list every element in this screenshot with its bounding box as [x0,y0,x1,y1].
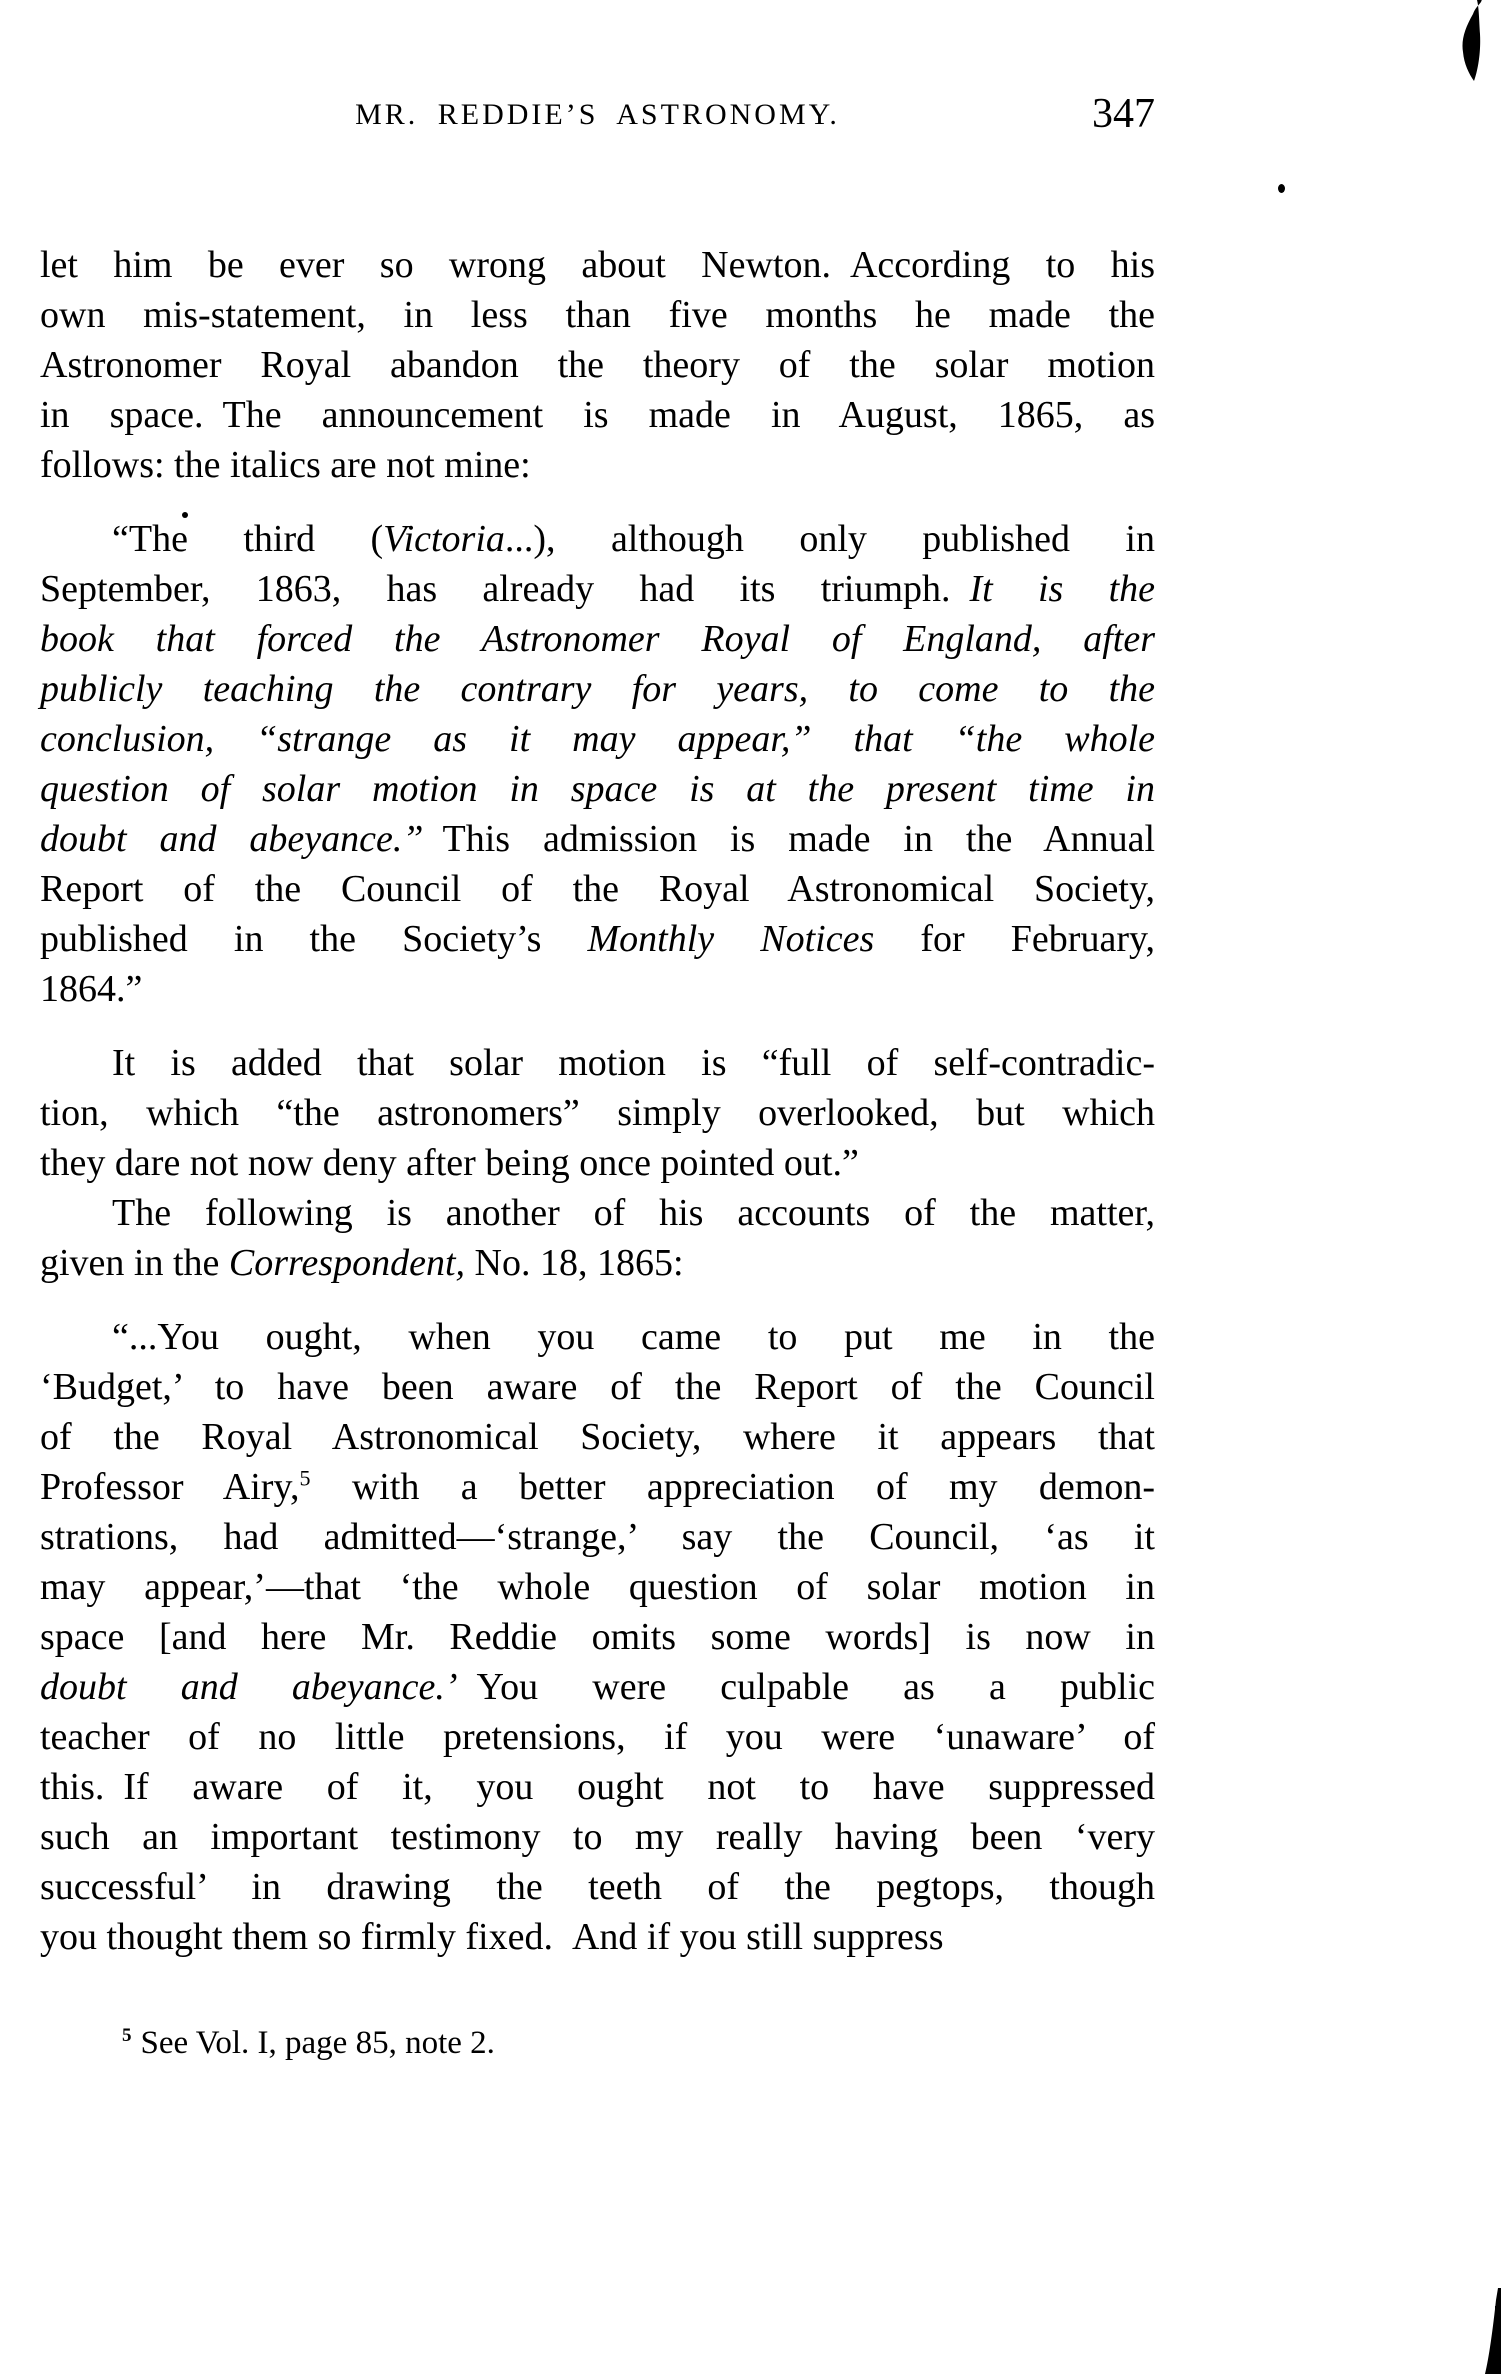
text-line [40,914,1155,964]
footnote-reference: 5 [299,1465,311,1491]
text-line [40,714,1155,764]
text-run: 1864.” [40,968,143,1010]
footnote-text: See Vol. I, page 85, note 2. [140,2025,495,2061]
body-paragraph [40,1038,1155,1188]
ink-blot-top-right-icon [1451,0,1487,84]
block-quote-paragraph [40,514,1155,1014]
text-run: let him be ever so wrong about Newton. According to his [40,244,1155,286]
page-number: 347 [1092,91,1155,137]
text-run: ...), although only published in [504,518,1155,560]
text-run: doubt and abeyance.” [40,818,424,860]
text-line [40,1038,1155,1088]
text-line [40,864,1155,914]
text-run: It is the [969,568,1156,610]
text-line [40,814,1155,864]
text-line [40,614,1155,664]
text-line [40,240,1155,290]
text-run: “...You ought, when you came to put me in the [112,1316,1155,1358]
text-run: may appear,’—that ‘the whole question of solar motion in [40,1566,1155,1608]
text-run: ‘Budget,’ to have been aware of the Report of the Council [40,1366,1155,1408]
text-run: tion, which “the astronomers” simply overlooked, but which [40,1092,1155,1134]
text-run: Correspondent, [228,1242,465,1284]
text-run: with a better appreciation of my demon- [310,1466,1155,1508]
text-run: Victoria [383,518,505,560]
page-header [40,91,1155,146]
text-line [40,1812,1155,1862]
text-run: in space. The announcement is made in August, 1865, as [40,394,1155,436]
text-run: follows: the italics are not mine: [40,444,531,486]
text-run: successful’ in drawing the teeth of the pegtops, though [40,1866,1155,1908]
text-line [40,1312,1155,1362]
text-line [40,1912,1155,1962]
text-run: such an important testimony to my really having been ‘very [40,1816,1155,1858]
text-line [40,390,1155,440]
text-run: You were culpable as a public [457,1666,1155,1708]
text-line [40,1562,1155,1612]
text-run: teacher of no little pretensions, if you were ‘unaware’ of [40,1716,1155,1758]
text-run: “The third ( [112,518,384,560]
text-line [40,514,1155,564]
text-line [40,1712,1155,1762]
text-line [40,1462,1155,1512]
text-run: The following is another of his accounts of the matter, [112,1192,1155,1234]
footnote-marker: 5 [122,2025,132,2046]
text-run: It is added that solar motion is “full of self-contradic- [112,1042,1155,1084]
text-run: Astronomer Royal abandon the theory of the solar motion [40,344,1155,386]
text-line [40,1138,1155,1188]
ink-streak-bottom-right-icon [1483,2288,1501,2374]
running-title: MR. REDDIE’S ASTRONOMY. [355,98,840,131]
text-run: Professor Airy, [40,1466,300,1508]
text-run: given in the [40,1242,229,1284]
text-run: own mis-statement, in less than five months he made the [40,294,1155,336]
text-run: this. If aware of it, you ought not to have suppressed [40,1766,1155,1808]
text-run: doubt and abeyance.’ [40,1666,458,1708]
text-run: Monthly Notices [587,918,875,960]
text-line [40,1612,1155,1662]
text-line [40,290,1155,340]
text-run: published in the Society’s [40,918,588,960]
text-run: Report of the Council of the Royal Astronomical Society, [40,868,1155,910]
text-line [40,1512,1155,1562]
text-run: space [and here Mr. Reddie omits some words] is now in [40,1616,1155,1658]
text-line [40,1362,1155,1412]
text-run: publicly teaching the contrary for years, to come to the [40,668,1155,710]
text-run: of the Royal Astronomical Society, where it appears that [40,1416,1155,1458]
ink-speck [1278,184,1285,193]
text-line [40,964,1155,1014]
text-line [40,564,1155,614]
text-line [40,340,1155,390]
text-run: for February, [874,918,1156,960]
text-block [40,240,1155,1986]
text-line [40,764,1155,814]
text-line [40,1862,1155,1912]
text-run: question of solar motion in space is at the present time in [40,768,1155,810]
text-line [40,664,1155,714]
text-line [40,1662,1155,1712]
text-run: conclusion, “strange as it may appear,” that “the whole [40,718,1155,760]
text-run: you thought them so firmly fixed. And if you still suppress [40,1916,944,1958]
text-line [40,1088,1155,1138]
text-run: they dare not now deny after being once pointed out.” [40,1142,859,1184]
text-run: strations, had admitted—‘strange,’ say the Council, ‘as it [40,1516,1155,1558]
text-line [40,440,1155,490]
text-run: book that forced the Astronomer Royal of England, after [40,618,1155,660]
text-run: This admission is made in the Annual [423,818,1156,860]
block-quote-paragraph [40,1312,1155,1962]
footnote [40,2022,1155,2064]
text-line [40,1762,1155,1812]
body-paragraph [40,240,1155,490]
text-line [40,1412,1155,1462]
text-line [40,1238,1155,1288]
text-line [40,1188,1155,1238]
text-run: September, 1863, has already had its triumph. [40,568,970,610]
text-run: No. 18, 1865: [465,1242,684,1284]
body-paragraph [40,1188,1155,1288]
